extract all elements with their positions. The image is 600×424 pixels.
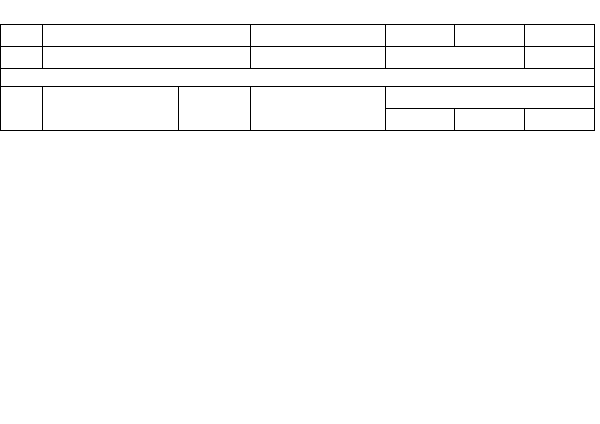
value-publish-unit <box>43 25 251 47</box>
page-title <box>1 0 595 25</box>
label-testing-unit <box>251 47 386 69</box>
header-no <box>1 87 43 131</box>
value-testing-unit <box>386 47 525 69</box>
value-publish-items <box>386 25 455 47</box>
label-publish-unit <box>1 25 43 47</box>
header-min <box>455 109 525 131</box>
value-standard <box>525 47 595 69</box>
header-limit <box>251 87 386 131</box>
header-max <box>386 109 455 131</box>
value-sampling-site <box>525 25 595 47</box>
notice-table <box>0 0 595 131</box>
header-unit <box>179 87 251 131</box>
label-sampling-site <box>455 25 525 47</box>
header-range <box>386 87 595 109</box>
header-indicator <box>43 87 179 131</box>
result-line <box>1 69 595 87</box>
value-sampling-period <box>43 47 251 69</box>
header-avg <box>525 109 595 131</box>
label-sampling-period <box>1 47 43 69</box>
label-publish-items <box>251 25 386 47</box>
